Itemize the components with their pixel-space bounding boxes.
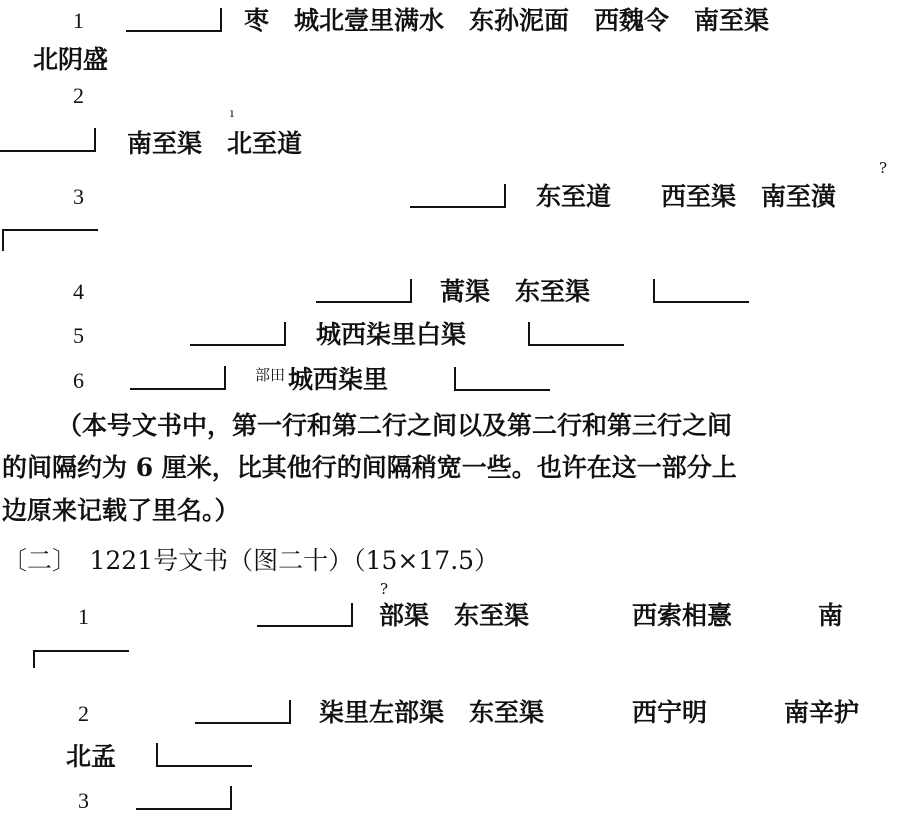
lacuna-mark	[190, 322, 286, 346]
lacuna-mark	[454, 367, 550, 391]
uncertain-reading-mark: ?	[879, 159, 888, 177]
document-line-text: 柒里左部渠 东至渠	[319, 698, 545, 727]
document-line-text: 南	[818, 601, 844, 630]
small-annotation: 部田	[255, 366, 286, 384]
lacuna-mark	[130, 366, 226, 390]
lacuna-mark	[195, 700, 291, 724]
document-line-text: 城西柒里	[288, 365, 389, 394]
lacuna-mark	[0, 128, 96, 152]
document-line-text: 东至道 西至渠 南至潢	[536, 182, 837, 211]
document-line-text: 枣 城北壹里满水 东孙泥面 西魏令 南至渠	[244, 6, 770, 35]
line-number: 2	[73, 83, 84, 108]
line-number: 2	[78, 701, 89, 726]
line-number: 3	[73, 184, 84, 209]
lacuna-mark	[410, 184, 506, 208]
editorial-note-line: 边原来记载了里名。）	[2, 496, 240, 525]
lacuna-mark	[653, 279, 749, 303]
lacuna-mark	[33, 650, 129, 668]
lacuna-mark	[316, 279, 412, 303]
editorial-note-line: 的间隔约为 6 厘米，比其他行的间隔稍宽一些。也许在这一部分上	[2, 453, 737, 482]
line-number: 1	[78, 604, 89, 629]
document-line-continuation: 北孟	[66, 742, 117, 771]
document-line-text: 南至渠 北至道	[127, 129, 303, 158]
line-number: 4	[73, 279, 84, 304]
document-line-text: 南辛护	[784, 698, 860, 727]
lacuna-mark	[2, 229, 98, 251]
lacuna-mark	[156, 743, 252, 767]
section-heading: 〔二〕 1221号文书（图二十）（15×17.5）	[2, 546, 500, 575]
tick-mark: ı	[230, 106, 234, 120]
document-line-text: 西宁明	[632, 698, 708, 727]
document-line-text: 蒿渠 东至渠	[440, 277, 591, 306]
line-number: 3	[78, 788, 89, 813]
lacuna-mark	[136, 786, 232, 810]
lacuna-mark	[528, 322, 624, 346]
document-line-text: 部渠 东至渠	[379, 601, 530, 630]
line-number: 6	[73, 368, 84, 393]
editorial-note-line: （本号文书中，第一行和第二行之间以及第二行和第三行之间	[57, 411, 733, 440]
document-line-text: 城西柒里白渠	[316, 320, 467, 349]
line-number: 1	[73, 8, 84, 33]
document-line-continuation: 北阴盛	[33, 45, 109, 74]
lacuna-mark	[257, 603, 353, 627]
lacuna-mark	[126, 8, 222, 32]
document-line-text: 西索相憙	[632, 601, 733, 630]
uncertain-reading-mark: ?	[380, 580, 389, 598]
line-number: 5	[73, 323, 84, 348]
